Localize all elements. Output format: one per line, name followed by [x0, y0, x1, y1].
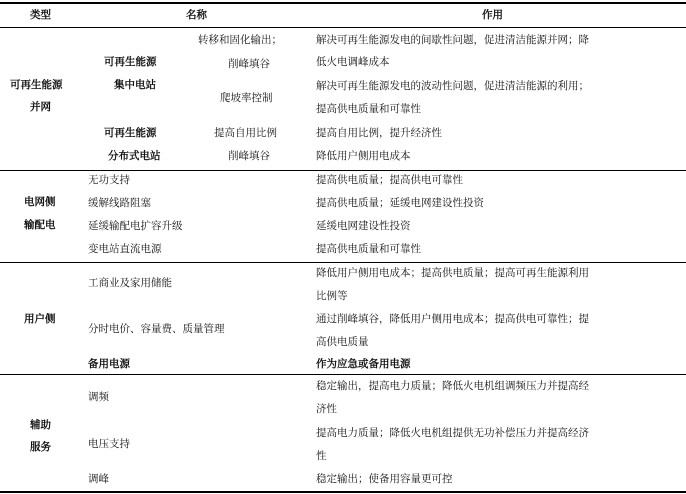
- distributed-sub-label: 可再生能源: [104, 127, 157, 139]
- centralized-sub-label: 可再生能源: [104, 56, 157, 68]
- aux-item-name: 调频: [88, 391, 109, 403]
- grid-item-name: 变电站直流电源: [88, 243, 162, 255]
- aux-item-func: 稳定输出；使备用容量更可控: [316, 473, 453, 485]
- centralized-item-name: 削峰填谷: [228, 58, 270, 70]
- section-rule-aux: [0, 374, 686, 375]
- centralized-item-name: 转移和固化输出；: [198, 34, 282, 46]
- grid-item-name: 延缓输配电扩容升级: [88, 220, 183, 232]
- centralized-item-name: 爬坡率控制: [220, 92, 273, 104]
- user-item-name: 备用电源: [88, 358, 130, 370]
- grid-item-func: 提高供电质量；提高供电可靠性: [316, 174, 463, 186]
- section-rule-user: [0, 262, 686, 263]
- aux-label: 辅助: [30, 419, 51, 431]
- table-top-rule: [0, 2, 686, 4]
- user-item-func: 降低用户侧用电成本；提高供电质量；提高可再生能源利用: [316, 267, 589, 279]
- header-name: 名称: [186, 9, 207, 21]
- aux-item-func: 性: [316, 450, 327, 462]
- centralized-sub-label-2: 集中电站: [114, 79, 156, 91]
- user-item-name: 工商业及家用储能: [88, 277, 172, 289]
- distributed-item-name: 提高自用比例: [214, 127, 277, 139]
- distributed-item-func: 降低用户侧用电成本: [316, 150, 411, 162]
- renewable-label: 可再生能源: [10, 79, 63, 91]
- user-item-func: 高供电质量: [316, 336, 369, 348]
- centralized-item-func: 低火电调峰成本: [316, 56, 390, 68]
- grid-item-name: 无功支持: [88, 174, 130, 186]
- grid-item-func: 提高供电质量和可靠性: [316, 243, 421, 255]
- header-function: 作用: [482, 9, 503, 21]
- distributed-item-func: 提高自用比例，提升经济性: [316, 127, 442, 139]
- centralized-item-func: 解决可再生能源发电的波动性问题，促进清洁能源的利用；: [316, 80, 589, 92]
- section-rule-grid: [0, 170, 686, 171]
- aux-item-func: 提高电力质量；降低火电机组提供无功补偿压力并提高经济: [316, 427, 589, 439]
- grid-label-2: 输配电: [24, 219, 56, 231]
- grid-item-func: 延缓电网建设性投资: [316, 220, 411, 232]
- distributed-sub-label-2: 分布式电站: [108, 150, 161, 162]
- user-item-func: 通过削峰填谷，降低用户侧用电成本；提高供电可靠性；提: [316, 313, 589, 325]
- aux-label-2: 服务: [30, 441, 51, 453]
- grid-label: 电网侧: [24, 196, 56, 208]
- aux-item-func: 济性: [316, 403, 337, 415]
- user-item-func: 比例等: [316, 290, 348, 302]
- centralized-item-func: 解决可再生能源发电的间歇性问题，促进清洁能源并网；降: [316, 34, 589, 46]
- user-item-func: 作为应急或备用电源: [316, 358, 411, 370]
- grid-item-func: 提高供电质量；延缓电网建设性投资: [316, 197, 484, 209]
- header-type: 类型: [30, 9, 51, 21]
- user-item-name: 分时电价、容量费、质量管理: [88, 323, 225, 335]
- table-bottom-rule: [0, 491, 686, 493]
- aux-item-name: 调峰: [88, 473, 109, 485]
- centralized-item-func: 提高供电质量和可靠性: [316, 103, 421, 115]
- aux-item-name: 电压支持: [88, 438, 130, 450]
- distributed-item-name: 削峰填谷: [228, 150, 270, 162]
- user-label: 用户侧: [24, 313, 56, 325]
- header-rule: [0, 27, 686, 28]
- aux-item-func: 稳定输出，提高电力质量；降低火电机组调频压力并提高经: [316, 380, 589, 392]
- grid-item-name: 缓解线路阻塞: [88, 197, 151, 209]
- renewable-label-2: 并网: [30, 101, 51, 113]
